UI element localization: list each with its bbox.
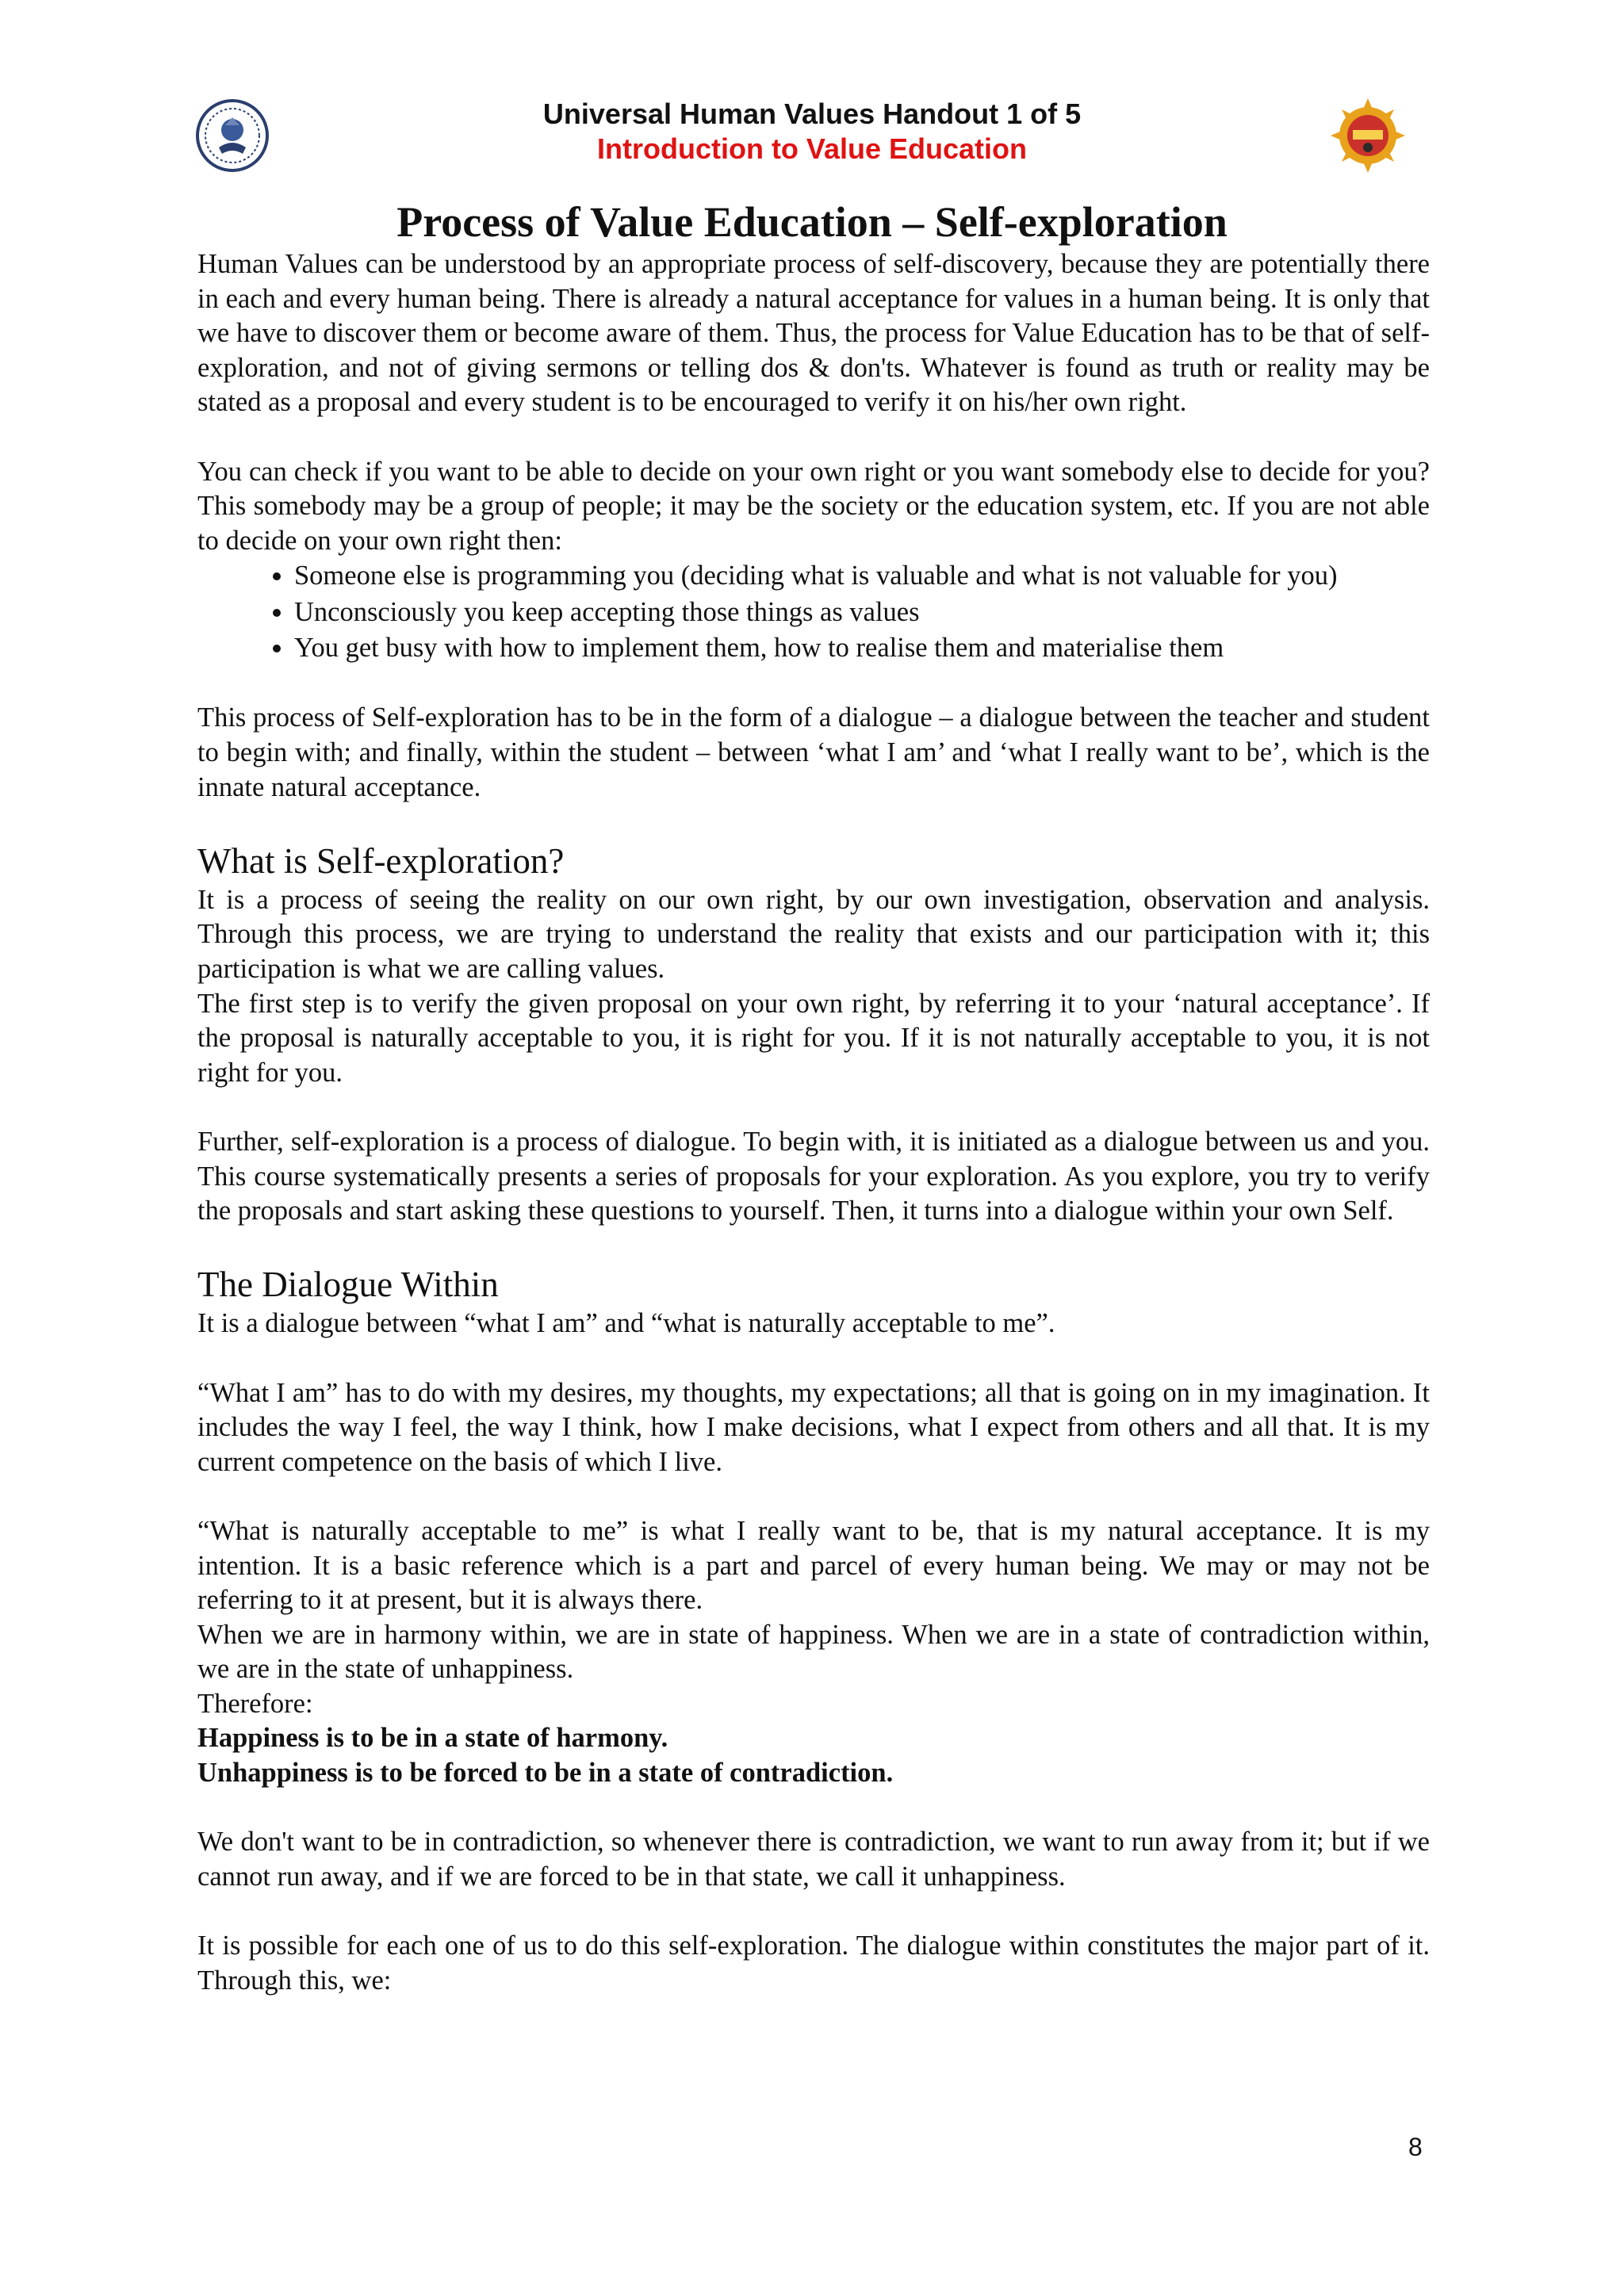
- bullet-list: [197, 558, 1430, 667]
- document-body: [197, 247, 1430, 1998]
- therefore-line: Therefore:: [197, 1688, 313, 1719]
- handout-title: Universal Human Values Handout 1 of 5: [542, 98, 1082, 130]
- list-item: • Someone else is programming you (deciding what is valuable and what is not valuable for you): [294, 558, 1430, 595]
- dialogue-within-paragraph-6: It is possible for each one of us to do this self-exploration. The dialogue within constitutes the major part of it. Through this, we:: [197, 1931, 1430, 1996]
- happiness-statement: Happiness is to be in a state of harmony.: [197, 1723, 668, 1754]
- document-header: [0, 97, 1624, 166]
- page-number: 8: [1408, 2133, 1423, 2161]
- intro-paragraph-1: Human Values can be understood by an appropriate process of self-discovery, because they are potentially there in each and every human being. There is already a natural acceptance for values in a human being. It is only that we have to discover them or become aware of them. Thus, the process for Value Education has to be that of self-exploration, and not of giving sermons or telling dos & don'ts. Whatever is found as truth or reality may be stated as a proposal and every student is to be encouraged to verify it on his/her own right.: [197, 249, 1430, 418]
- page-title: Process of Value Education – Self-exploration: [396, 198, 1228, 246]
- handout-subtitle: Introduction to Value Education: [596, 132, 1027, 165]
- unhappiness-statement: Unhappiness is to be forced to be in a state of contradiction.: [197, 1758, 894, 1789]
- dialogue-within-paragraph-2: “What I am” has to do with my desires, my thoughts, my expectations; all that is going on in my imagination. It includes the way I feel, the way I think, how I make decisions, what I expect from others and all that. It is my current competence on the basis of which I live.: [197, 1377, 1430, 1477]
- intro-paragraph-2: You can check if you want to be able to decide on your own right or you want somebody else to decide for you? This somebody may be a group of people; it may be the society or the education system, etc. If you are not able to decide on your own right then:: [197, 456, 1430, 556]
- list-item: • You get busy with how to implement them, how to realise them and materialise them: [294, 630, 1430, 667]
- dialogue-within-paragraph-1: It is a dialogue between “what I am” and “what is naturally acceptable to me”.: [197, 1308, 1055, 1339]
- self-exploration-paragraph-1: It is a process of seeing the reality on our own right, by our own investigation, observation and analysis. Through this process, we are trying to understand the reality that exists and our participation with it; this participation is what we are calling values.: [197, 884, 1430, 984]
- list-item: • Unconsciously you keep accepting those things as values: [294, 595, 1430, 631]
- dialogue-within-paragraph-3: “What is naturally acceptable to me” is what I really want to be, that is my natural acceptance. It is my intention. It is a basic reference which is a part and parcel of every human being. We may or may not be referring to it at present, but it is always there.: [197, 1515, 1430, 1616]
- dialogue-within-paragraph-5: We don't want to be in contradiction, so whenever there is contradiction, we want to run away from it; but if we cannot run away, and if we are forced to be in that state, we call it unhappiness.: [197, 1827, 1430, 1892]
- self-exploration-paragraph-3: Further, self-exploration is a process of dialogue. To begin with, it is initiated as a dialogue between us and you. This course systematically presents a series of proposals for your exploration. As you explore, you try to verify the proposals and start asking these questions to yourself. Then, it turns into a dialogue within your own Self.: [197, 1126, 1430, 1226]
- dialogue-within-paragraph-4: When we are in harmony within, we are in state of happiness. When we are in a state of contradiction within, we are in the state of unhappiness.: [197, 1619, 1430, 1685]
- section-heading-self-exploration: What is Self-exploration?: [197, 840, 565, 881]
- dialogue-paragraph: This process of Self-exploration has to be in the form of a dialogue – a dialogue between the teacher and student to begin with; and finally, within the student – between ‘what I am’ and ‘what I really want to be’, which is the innate natural acceptance.: [197, 702, 1430, 802]
- self-exploration-paragraph-2: The first step is to verify the given proposal on your own right, by referring it to your ‘natural acceptance’. If the proposal is naturally acceptable to you, it is right for you. If it is not naturally acceptable to you, it is not right for you.: [197, 988, 1430, 1088]
- section-heading-dialogue-within: The Dialogue Within: [197, 1265, 499, 1305]
